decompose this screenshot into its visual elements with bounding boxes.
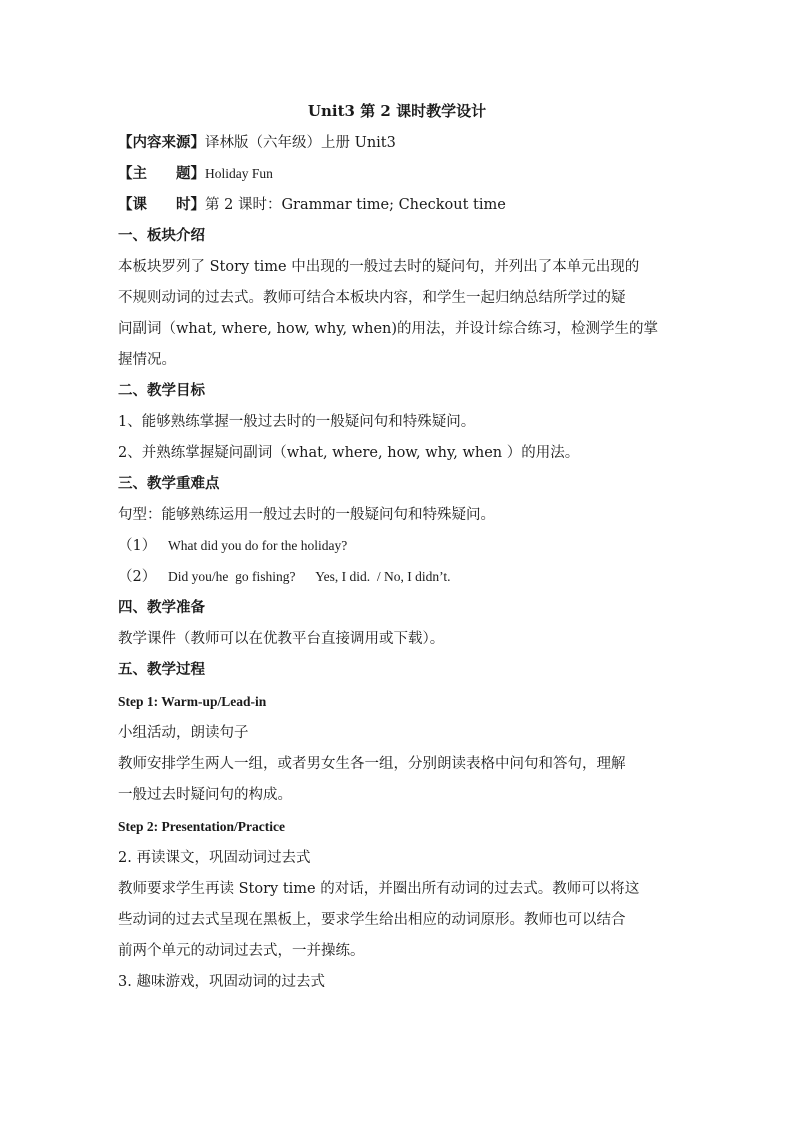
meta-source — [118, 132, 678, 154]
paragraph-line: 1、能够熟练掌握一般过去时的一般疑问句和特殊疑问。 — [118, 414, 476, 430]
paragraph-line: 教师安排学生两人一组，或者男女生各一组，分别朗读表格中问句和答句，理解 — [118, 756, 626, 772]
list-item — [118, 566, 678, 588]
section-heading: 四、教学准备 — [118, 599, 205, 616]
source-value: 译林版（六年级）上册 Unit3 — [205, 135, 396, 151]
paragraph-line: 前两个单元的动词过去式，一并操练。 — [118, 943, 365, 959]
period-label: 【课 时】 — [118, 196, 205, 213]
section-heading: 五、教学过程 — [118, 661, 205, 678]
meta-period — [118, 194, 678, 216]
step-heading: Step 2: Presentation/Practice — [118, 819, 285, 834]
paragraph-line: 3. 趣味游戏，巩固动词的过去式 — [118, 974, 325, 990]
paragraph-line: 教师要求学生再读 Story time 的对话，并圈出所有动词的过去式。教师可以将这 — [118, 881, 640, 897]
paragraph-line: 2. 再读课文，巩固动词过去式 — [118, 850, 311, 866]
list-item-number: （2） — [118, 569, 157, 585]
page-title: Unit3 第 2 课时教学设计 — [307, 102, 487, 120]
period-value: 第 2 课时：Grammar time; Checkout time — [205, 197, 506, 213]
step-heading: Step 1: Warm-up/Lead-in — [118, 694, 267, 709]
list-item — [118, 535, 678, 557]
paragraph-line: 不规则动词的过去式。教师可结合本板块内容，和学生一起归纳总结所学过的疑 — [118, 290, 626, 306]
paragraph-line: 本板块罗列了 Story time 中出现的一般过去时的疑问句，并列出了本单元出现的 — [118, 259, 640, 275]
list-item-text: What did you do for the holiday? — [168, 538, 348, 553]
section-heading: 三、教学重难点 — [118, 475, 220, 492]
list-item-number: （1） — [118, 538, 157, 554]
paragraph-line: 握情况。 — [118, 352, 176, 368]
paragraph-line: 句型：能够熟练运用一般过去时的一般疑问句和特殊疑问。 — [118, 507, 495, 523]
paragraph-line: 教学课件（教师可以在优教平台直接调用或下载）。 — [118, 631, 445, 647]
paragraph-line: 问副词（what, where, how, why, when)的用法，并设计综合练习，检测学生的掌 — [118, 321, 659, 337]
source-label: 【内容来源】 — [118, 134, 205, 151]
meta-topic — [118, 163, 678, 185]
section-heading: 一、板块介绍 — [118, 227, 205, 244]
paragraph-line: 些动词的过去式呈现在黑板上，要求学生给出相应的动词原形。教师也可以结合 — [118, 912, 626, 928]
section-heading: 二、教学目标 — [118, 382, 205, 399]
topic-value: Holiday Fun — [205, 166, 273, 181]
list-item-text: Did you/he go fishing? Yes, I did. / No, I didn’t. — [168, 569, 451, 584]
paragraph-line: 小组活动，朗读句子 — [118, 725, 249, 741]
topic-label: 【主 题】 — [118, 165, 205, 182]
paragraph-line: 2、并熟练掌握疑问副词（what, where, how, why, when ）的用法。 — [118, 445, 580, 461]
paragraph-line: 一般过去时疑问句的构成。 — [118, 787, 292, 803]
